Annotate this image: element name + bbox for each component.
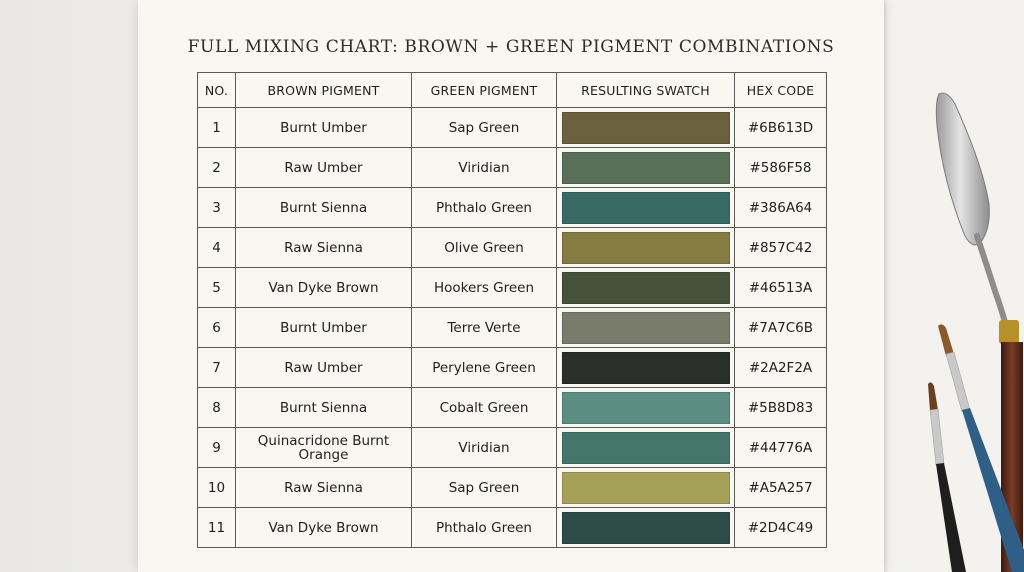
swatch-cell	[557, 148, 735, 188]
row-number: 3	[198, 188, 236, 228]
brown-pigment: Raw Umber	[236, 348, 412, 388]
green-pigment: Viridian	[412, 428, 557, 468]
table-row	[198, 428, 827, 468]
brown-pigment: Burnt Sienna	[236, 388, 412, 428]
hex-code: #44776A	[735, 428, 827, 468]
brown-pigment: Van Dyke Brown	[236, 268, 412, 308]
hex-code: #386A64	[735, 188, 827, 228]
header-no: NO.	[198, 73, 236, 108]
color-swatch	[562, 192, 730, 224]
hex-code: #586F58	[735, 148, 827, 188]
table-body	[198, 108, 827, 548]
table-row	[198, 188, 827, 228]
table-row	[198, 388, 827, 428]
hex-code: #7A7C6B	[735, 308, 827, 348]
color-swatch	[562, 512, 730, 544]
chart-title: FULL MIXING CHART: BROWN + GREEN PIGMENT COMBINATIONS	[187, 37, 835, 57]
row-number: 10	[198, 468, 236, 508]
green-pigment: Cobalt Green	[412, 388, 557, 428]
green-pigment: Phthalo Green	[412, 188, 557, 228]
color-swatch	[562, 472, 730, 504]
hex-code: #5B8D83	[735, 388, 827, 428]
green-pigment: Phthalo Green	[412, 508, 557, 548]
hex-code: #46513A	[735, 268, 827, 308]
brown-pigment: Raw Sienna	[236, 228, 412, 268]
swatch-cell	[557, 348, 735, 388]
hex-code: #A5A257	[735, 468, 827, 508]
row-number: 9	[198, 428, 236, 468]
hex-code: #2D4C49	[735, 508, 827, 548]
table-row	[198, 508, 827, 548]
green-pigment: Sap Green	[412, 468, 557, 508]
color-swatch	[562, 232, 730, 264]
row-number: 11	[198, 508, 236, 548]
green-pigment: Sap Green	[412, 108, 557, 148]
swatch-cell	[557, 308, 735, 348]
brown-pigment: Quinacridone Burnt Orange	[236, 428, 412, 468]
swatch-cell	[557, 388, 735, 428]
color-swatch	[562, 312, 730, 344]
brown-pigment: Burnt Umber	[236, 108, 412, 148]
green-pigment: Viridian	[412, 148, 557, 188]
header-resulting-swatch: RESULTING SWATCH	[557, 73, 735, 108]
header-brown-pigment: BROWN PIGMENT	[236, 73, 412, 108]
chart-paper	[138, 0, 884, 572]
row-number: 6	[198, 308, 236, 348]
hex-code: #6B613D	[735, 108, 827, 148]
color-swatch	[562, 112, 730, 144]
brown-pigment: Raw Sienna	[236, 468, 412, 508]
green-pigment: Hookers Green	[412, 268, 557, 308]
swatch-cell	[557, 108, 735, 148]
brown-pigment: Burnt Sienna	[236, 188, 412, 228]
color-swatch	[562, 272, 730, 304]
row-number: 2	[198, 148, 236, 188]
table-row	[198, 148, 827, 188]
color-swatch	[562, 392, 730, 424]
table-row	[198, 468, 827, 508]
header-row	[198, 73, 827, 108]
row-number: 7	[198, 348, 236, 388]
swatch-cell	[557, 428, 735, 468]
brown-pigment: Burnt Umber	[236, 308, 412, 348]
color-swatch	[562, 352, 730, 384]
row-number: 4	[198, 228, 236, 268]
hex-code: #857C42	[735, 228, 827, 268]
brown-pigment: Van Dyke Brown	[236, 508, 412, 548]
header-hex-code: HEX CODE	[735, 73, 827, 108]
table-row	[198, 308, 827, 348]
color-swatch	[562, 152, 730, 184]
hex-code: #2A2F2A	[735, 348, 827, 388]
row-number: 1	[198, 108, 236, 148]
mixing-table	[197, 72, 827, 548]
table-row	[198, 268, 827, 308]
table-row	[198, 228, 827, 268]
swatch-cell	[557, 228, 735, 268]
green-pigment: Terre Verte	[412, 308, 557, 348]
green-pigment: Olive Green	[412, 228, 557, 268]
header-green-pigment: GREEN PIGMENT	[412, 73, 557, 108]
swatch-cell	[557, 468, 735, 508]
color-swatch	[562, 432, 730, 464]
swatch-cell	[557, 188, 735, 228]
swatch-cell	[557, 508, 735, 548]
row-number: 5	[198, 268, 236, 308]
swatch-cell	[557, 268, 735, 308]
brown-pigment: Raw Umber	[236, 148, 412, 188]
row-number: 8	[198, 388, 236, 428]
paintbrush-icon	[920, 380, 980, 572]
table-row	[198, 348, 827, 388]
table-row	[198, 108, 827, 148]
green-pigment: Perylene Green	[412, 348, 557, 388]
